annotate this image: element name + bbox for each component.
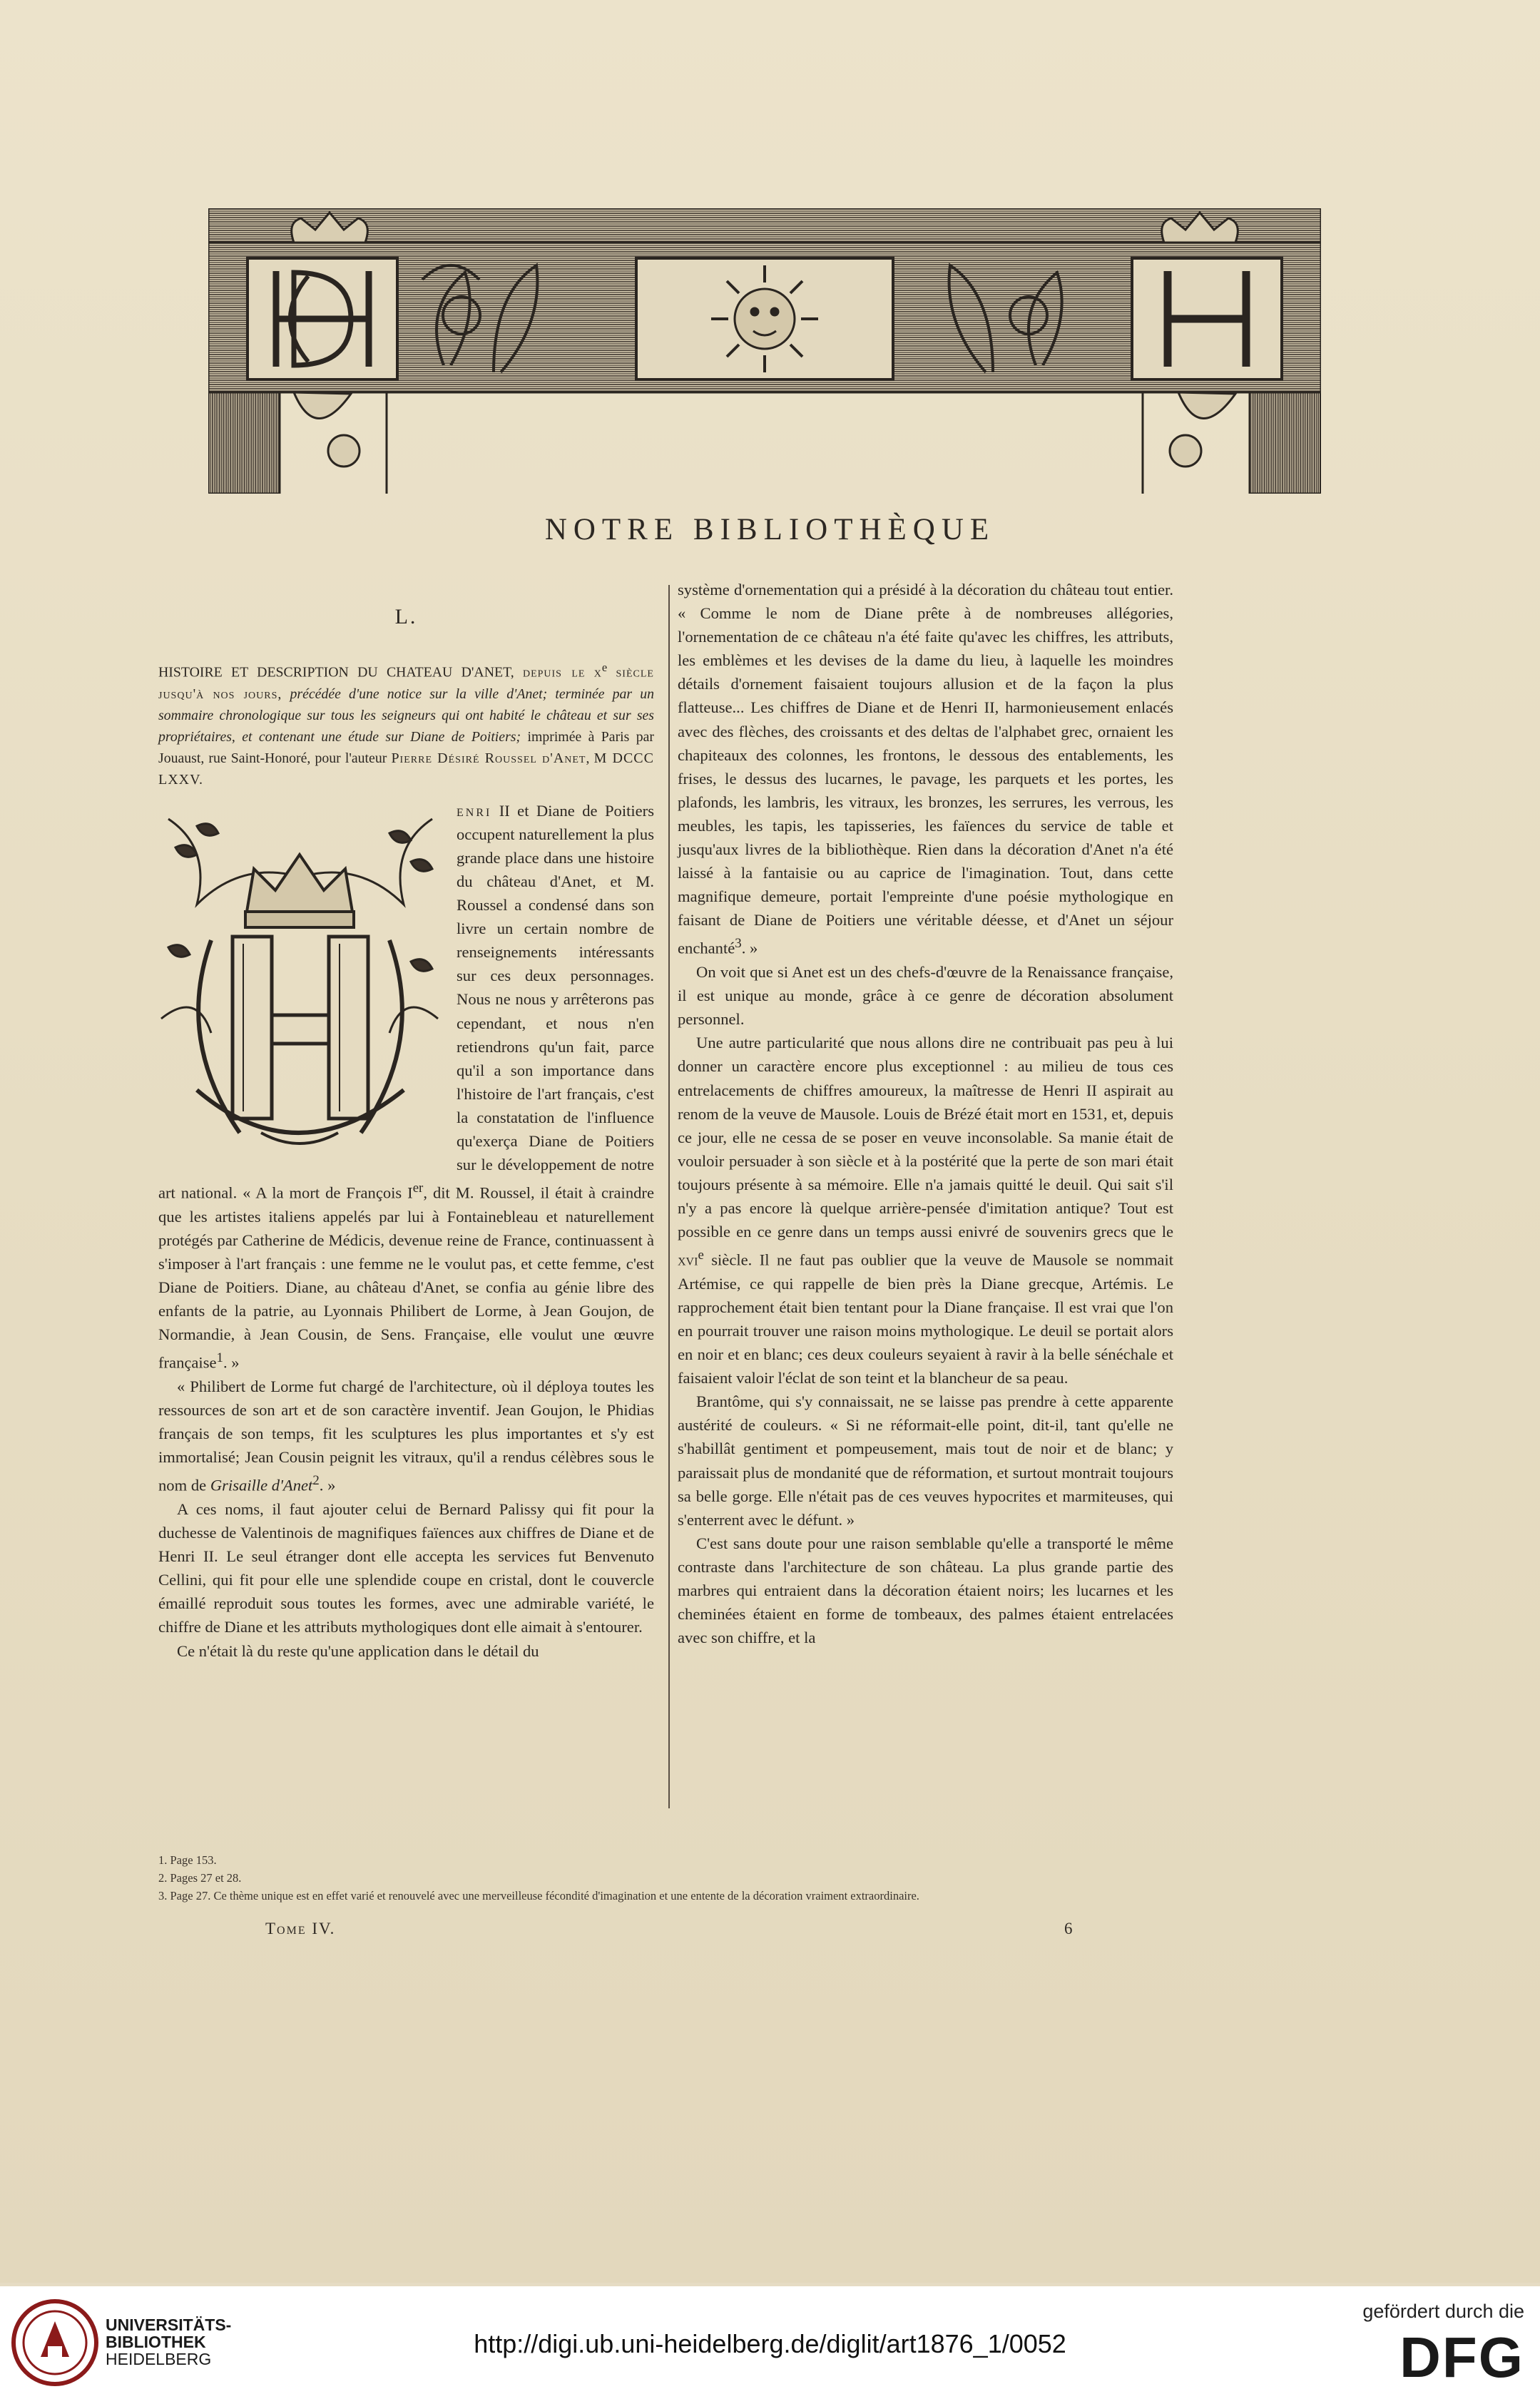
right-p3a: Une autre particularité que nous allons dire ne contribuait pas peu à lui donner un caractère encore plus exceptionnel : au milieu de tous ces entrelacements de chiffres amoureux, la maîtresse de Henri II aspirait au renom de la veuve de Mausole. Louis de Brézé était mort en 1531, et, depuis ce jour, elle ne cessa de se poser en veuve inconsolable. Sa manie était de vouloir persuader à son siècle et à la postérité que la perte de son mari était toujours présente à sa mémoire. Elle n'a jamais quitté le deuil. Qui sait s'il n'y a pas encore là quelque arrière-pensée d'imitation antique? Tout est possible en ce genre dans un temps aussi enivré de souvenirs grecs que le	[678, 1034, 1173, 1241]
left-p4: Ce n'était là du reste qu'une application dans le détail du	[177, 1641, 539, 1660]
right-p1-end: . »	[741, 939, 758, 957]
tome-label: Tome IV.	[265, 1920, 336, 1937]
left-p1b: , dit M. Roussel, il était à craindre que les artistes italiens appelés par lui à Fontainebleau et naturellement protégés par Catherine de Médicis, devenue reine de France, continuassent à s'imposer à l'art français : une femme ne le voulut pas, et cette femme, c'est Diane de Poitiers. Diane, au château d'Anet, se confia au génie libre des enfants de la patrie, au Lyonnais Philibert de Lorme, à Jean Goujon, de Normandie, à Jean Cousin, de Sens. Française, elle voulut une œuvre française	[158, 1183, 654, 1372]
left-p1-sup: er	[412, 1181, 424, 1196]
column-divider	[668, 585, 670, 1808]
entry-imprint: imprimée à Paris par Jouaust, rue Saint-Honoré, pour l'auteur	[158, 728, 654, 766]
right-p4: Brantôme, qui s'y connaissait, ne se laisse pas prendre à cette apparente austérité de couleurs. « Si ne réformait-elle point, dit-il, tant qu'elle ne s'habillât gentiment et pompeusement, mais tout de noir et de blanc; y paraissait plus de mondanité que de réformation, et surtout montrait toujours sa belle gorge. Elle n'était pas de ces veuves hypocrites et marmiteuses, qui s'enterrent avec le défunt. »	[678, 1392, 1173, 1529]
footnote-3: 3. Page 27. Ce thème unique est en effet varié et renouvelé avec une merveilleuse fécondité d'imagination et une entente de la décoration vraiment extraordinaire.	[158, 1889, 919, 1903]
dfg-logo[interactable]: DFG	[1399, 2326, 1524, 2389]
footnotes	[158, 1851, 1173, 1905]
left-p1: II et Diane de Poitiers occupent naturellement la plus grande place dans une histoire du château d'Anet, et M. Roussel a condensé dans son livre un certain nombre de renseignements intéressants sur ces deux personnages. Nous ne nous y arrêterons pas cependant, et nous n'en retiendrons qu'un fait, parce qu'il a son importance dans l'histoire de l'art français, c'est la constatation de l'influence qu'exerça Diane de Poitiers sur le développement de notre art national. « A la mort de François I	[158, 801, 654, 1202]
left-p1-end: . »	[223, 1353, 240, 1372]
entry-depuis: depuis le	[522, 664, 586, 681]
entry-date: M DCCC LXXV.	[158, 750, 654, 788]
entry-italic: précédée d'une notice sur la ville d'Anet; terminée par un sommaire chronologique sur tous les seigneurs qui ont habité le château et sur ses propriétaires, et contenant une étude sur Diane de Poitiers;	[158, 686, 654, 745]
footnote-ref-1: 1	[216, 1350, 223, 1366]
right-p3-sup: e	[698, 1248, 704, 1263]
right-column	[678, 578, 1173, 1649]
section-number: L.	[394, 605, 418, 628]
viewer-bottom-bar	[0, 2286, 1540, 2399]
entry-siecle-sup: e	[601, 661, 608, 675]
uni-line-3: HEIDELBERG	[106, 2350, 212, 2368]
entry-siecle: x	[593, 664, 602, 681]
right-p3-sc: xvi	[678, 1251, 698, 1269]
uni-line-2: BIBLIOTHEK	[106, 2333, 206, 2351]
right-p2: On voit que si Anet est un des chefs-d'œuvre de la Renaissance française, il est unique au monde, grâce à ce genre de décoration absolument personnel.	[678, 963, 1173, 1029]
uni-line-1: UNIVERSITÄTS-	[106, 2316, 232, 2334]
permalink-url[interactable]: http://digi.ub.uni-heidelberg.de/diglit/art1876_1/0052	[474, 2329, 1066, 2358]
footnote-ref-3: 3	[735, 936, 742, 952]
entry-caps-rest: siècle jusqu'à nos jours,	[158, 664, 654, 702]
entry-author: Pierre Désiré Roussel d'Anet	[391, 750, 586, 766]
right-p3b: siècle. Il ne faut pas oublier que la veuve de Mausole se nommait Artémise, ce qui rappelle de bien près la Diane grecque, Artémis. Le rapprochement était bien tentant pour la Diane française. Il est vrai que l'on en pourrait trouver une raison moins mythologique. Le deuil se portait alors en noir et en blanc; ces deux couleurs seyaient à ravir à la belle sénéchale et faisaient valoir l'éclat de son teint et la blancheur de sa peau.	[678, 1251, 1173, 1387]
footnote-1: 1. Page 153.	[158, 1853, 217, 1867]
funded-by-label: gefördert durch die	[1362, 2301, 1524, 2322]
left-p2-italic: Grisaille d'Anet	[210, 1476, 313, 1494]
footnote-ref-2: 2	[312, 1473, 320, 1489]
header-ornament-icon	[208, 208, 1321, 494]
lead-word: enri	[457, 801, 492, 820]
left-p2-end: . »	[319, 1476, 336, 1494]
right-p5: C'est sans doute pour une raison semblable qu'elle a transporté le même contraste dans l'architecture de son château. La plus grande partie des marbres qui entraient dans la décoration étaient noirs; les lucarnes et les cheminées étaient en forme de tombeaux, des palmes étaient entrelacées avec son chiffre, et la	[678, 1534, 1173, 1647]
dropcap-h-icon	[154, 805, 445, 1160]
left-column	[158, 578, 654, 1663]
entry-title: HISTOIRE ET DESCRIPTION DU CHATEAU D'ANET,	[158, 664, 514, 681]
catalog-entry: HISTOIRE ET DESCRIPTION DU CHATEAU D'ANET, depuis le $x^e$ siècle jusqu'à nos jours, précédée d'une notice sur la ville d'Anet; terminée par un sommaire chronologique sur tous les seigneurs qui ont habité le château et sur ses propriétaires, et contenant une étude sur Diane de Poitiers; imprimée à Paris par Jouaust, rue Saint-Honoré, pour l'auteur Pierre Désiré Roussel d'Anet, M DCCC LXXV.	[158, 661, 654, 788]
left-p2: « Philibert de Lorme fut chargé de l'architecture, où il déploya toutes les ressources de son art et de son caractère inventif. Jean Goujon, le Phidias français de son temps, fit les sculptures les plus importantes et s'y est immortalisé; Jean Cousin peignit les vitraux, qu'il a rendus célèbres sous le nom de	[158, 1377, 654, 1494]
left-p3: A ces noms, il faut ajouter celui de Bernard Palissy qui fit pour la duchesse de Valentinois de magnifiques faïences aux chiffres de Diane et de Henri II. Le seul étranger dont elle accepta les services fut Benvenuto Cellini, qui fit pour elle une splendide coupe en cristal, dont le couvercle émaillé reproduit sous toutes les formes, avec une admirable variété, le chiffre de Diane et les attributs mythologiques dont elle aimait à s'entourer.	[158, 1500, 654, 1636]
page-number: 6	[1064, 1920, 1073, 1937]
right-p1: système d'ornementation qui a présidé à la décoration du château tout entier. « Comme le nom de Diane prête à de nombreuses allégories, l'ornementation de ce château n'a été faite qu'avec les chiffres, les attributs, les emblèmes et les devises de la dame du lieu, à laquelle les moindres détails d'ornement faisaient toujours allusion et de la façon la plus flatteuse... Les chiffres de Diane et de Henri II, harmonieusement enlacés avec des flèches, des croissants et des deltas de l'alphabet grec, ornaient les chapiteaux des colonnes, les frontons, le dessous des entablements, les frises, le dessus des lucarnes, le pavage, les parquets et les portes, les plafonds, les lambris, les vitraux, les bronzes, les serrures, les verrous, les meubles, les tapis, les tapisseries, les faïences du service de table et jusqu'aux livres de la bibliothèque. Rien dans la décoration d'Anet n'a été laissé à la fantaisie ou au caprice de l'imagination. Tout, dans cette magnifique demeure, portait l'empreinte d'une poésie mythologique en faisant de Diane de Poitiers une véritable déesse, et d'Anet un séjour enchanté	[678, 581, 1173, 957]
sun-face-icon	[711, 265, 818, 372]
footnote-2: 2. Pages 27 et 28.	[158, 1871, 242, 1885]
page-title: NOTRE BIBLIOTHÈQUE	[544, 513, 996, 546]
